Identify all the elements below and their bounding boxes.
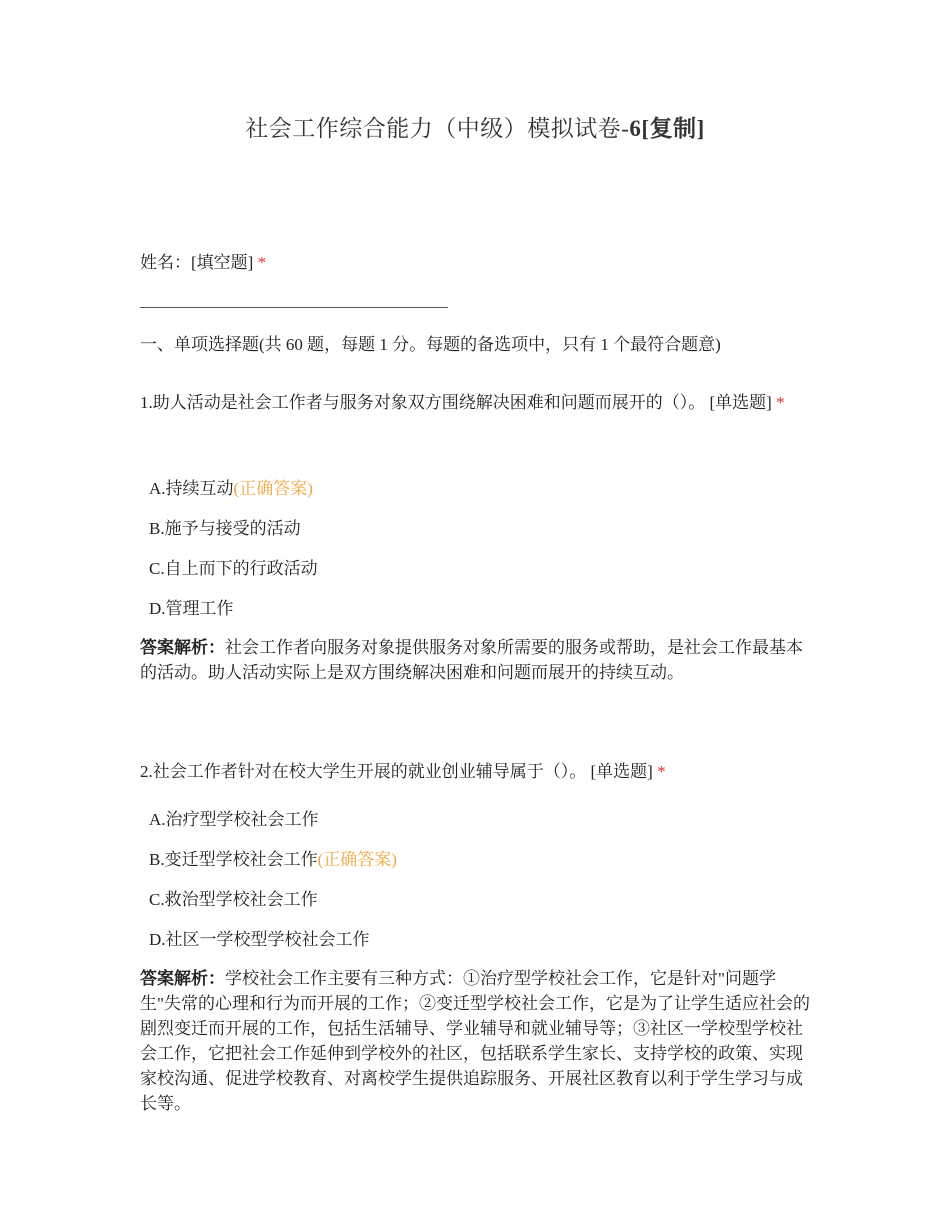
explain-text: 学校社会工作主要有三种方式：①治疗型学校社会工作，它是针对"问题学生"失常的心理和行为而开展的工作；②变迁型学校社会工作，它是为了让学生适应社会的剧烈变迁而开展的工作，包括生活辅导、学业辅导和就业辅导等；③社区一学校型学校社会工作，它把社会工作延伸到学校外的社区，包括联系学生家长、支持学校的政策、实现家校沟通、促进学校教育、对离校学生提供追踪服务、开展社区教育以利于学生学习与成长等。 <box>140 969 810 1113</box>
question-2-type: [单选题] <box>590 762 653 781</box>
title-text: 社会工作综合能力（中级）模拟试卷- <box>245 116 630 141</box>
title-number: 6 <box>629 116 642 141</box>
correct-answer-tag: (正确答案) <box>233 479 313 498</box>
required-mark: * <box>776 393 785 412</box>
q2-option-a[interactable] <box>149 808 319 832</box>
name-question <box>140 245 812 281</box>
section-heading: 一、单项选择题(共 60 题，每题 1 分。每题的备选项中，只有 1 个最符合题意) <box>140 335 721 354</box>
q1-option-d[interactable] <box>149 597 234 621</box>
option-label: D.社区一学校型学校社会工作 <box>149 930 370 949</box>
page-title <box>0 110 950 143</box>
name-input[interactable] <box>140 307 448 308</box>
question-2-stem <box>140 754 812 790</box>
question-1-stem <box>140 385 812 421</box>
q2-explanation <box>140 966 814 1116</box>
name-type: [填空题] <box>191 253 254 272</box>
option-label: D.管理工作 <box>149 599 234 618</box>
option-label: C.救治型学校社会工作 <box>149 890 318 909</box>
option-label: A.治疗型学校社会工作 <box>149 810 319 829</box>
q2-option-c[interactable] <box>149 888 318 912</box>
option-label: B.施予与接受的活动 <box>149 519 301 538</box>
explain-text: 社会工作者向服务对象提供服务对象所需要的服务或帮助，是社会工作最基本的活动。助人活动实际上是双方围绕解决困难和问题而展开的持续互动。 <box>140 638 803 682</box>
q2-option-d[interactable] <box>149 928 370 952</box>
title-suffix: [复制] <box>641 116 705 141</box>
explain-label: 答案解析： <box>140 638 225 657</box>
required-mark: * <box>657 762 666 781</box>
correct-answer-tag: (正确答案) <box>317 850 397 869</box>
q1-explanation <box>140 635 814 685</box>
question-2-text: 2.社会工作者针对在校大学生开展的就业创业辅导属于（）。 <box>140 762 587 781</box>
option-label: B.变迁型学校社会工作 <box>149 850 318 869</box>
q1-option-c[interactable] <box>149 557 318 581</box>
q1-option-a[interactable] <box>149 477 313 501</box>
option-label: A.持续互动 <box>149 479 234 498</box>
name-label: 姓名： <box>140 253 191 272</box>
question-1-text: 1.助人活动是社会工作者与服务对象双方围绕解决困难和问题而展开的（）。 <box>140 393 706 412</box>
explain-label: 答案解析： <box>140 969 225 988</box>
option-label: C.自上而下的行政活动 <box>149 559 318 578</box>
required-mark: * <box>257 253 267 272</box>
q2-option-b[interactable] <box>149 848 397 872</box>
q1-option-b[interactable] <box>149 517 301 541</box>
question-1-type: [单选题] <box>709 393 772 412</box>
